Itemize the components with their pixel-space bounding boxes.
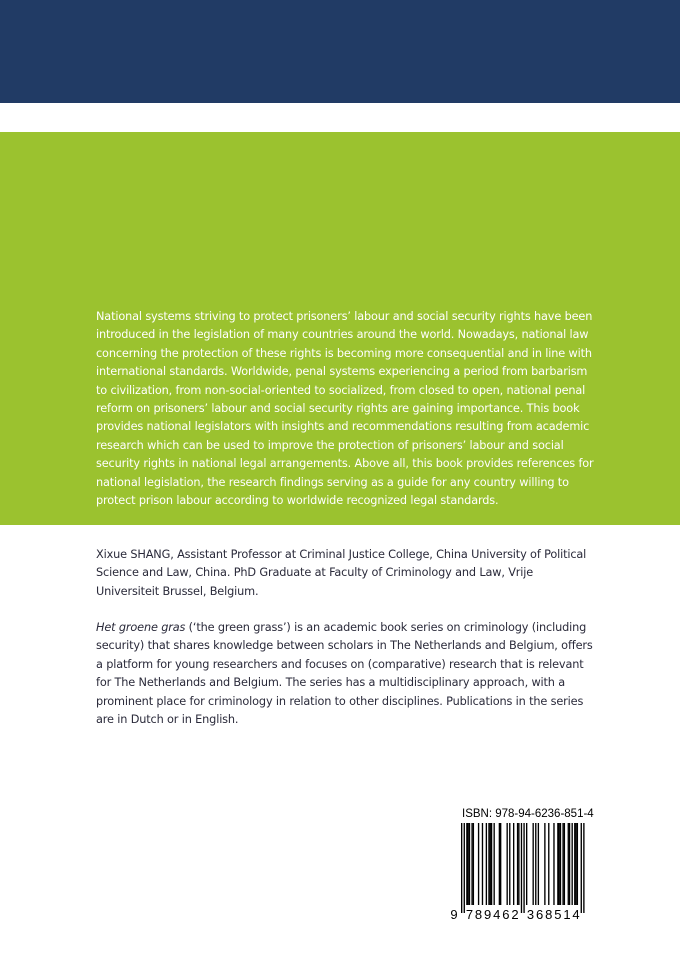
barcode-bar xyxy=(482,823,483,905)
barcode-bar xyxy=(500,823,501,905)
series-description xyxy=(96,619,596,729)
barcode-digit: 9 xyxy=(450,907,458,922)
barcode-digit: 6 xyxy=(536,907,544,922)
barcode-digit: 4 xyxy=(572,907,580,922)
barcode-bar xyxy=(523,823,524,913)
barcode-bar xyxy=(486,823,487,905)
barcode-bar xyxy=(544,823,545,905)
barcode-bar xyxy=(499,823,500,905)
barcode-bar xyxy=(471,823,472,905)
barcode-bar xyxy=(461,823,462,913)
barcode-bar xyxy=(577,823,578,905)
barcode-bar xyxy=(490,823,491,905)
barcode-digit: 3 xyxy=(526,907,535,922)
barcode-bar xyxy=(469,823,470,905)
barcode-bar xyxy=(473,823,474,905)
barcode-digit: 2 xyxy=(511,907,519,922)
barcode-bar xyxy=(564,823,565,905)
barcode-bar xyxy=(507,823,508,905)
barcode-bar xyxy=(560,823,561,905)
barcode-bar xyxy=(562,823,563,905)
barcode-digit: 8 xyxy=(545,907,553,922)
barcode-bar xyxy=(526,823,527,905)
barcode-bar xyxy=(509,823,510,905)
barcode-bar xyxy=(572,823,573,905)
barcode-digit: 9 xyxy=(484,907,492,922)
barcode-bar xyxy=(491,823,492,905)
barcode-digit: 8 xyxy=(474,907,483,922)
barcode-bar xyxy=(494,823,495,905)
barcode-bar xyxy=(468,823,469,905)
barcode-bar xyxy=(559,823,560,905)
barcode-bar xyxy=(464,823,465,913)
barcode-bar xyxy=(553,823,554,905)
barcode-bar xyxy=(535,823,536,905)
barcode-bar xyxy=(517,823,518,905)
barcode-bar xyxy=(478,823,479,905)
barcode-bar xyxy=(557,823,558,905)
barcode-digit: 7 xyxy=(465,907,474,922)
barcode-bar xyxy=(466,823,467,905)
top-navy-band xyxy=(0,0,680,103)
barcode-digit: 4 xyxy=(493,907,501,922)
series-text: (‘the green grass’) is an academic book series on criminology (including security) that shares knowledge between scholars in The Netherlands and Belgium, offers a platform for young researchers and focuses on (comparative) research that is relevant for The Netherlands and Belgium. The series has a multidisciplinary approach, with a prominent place for criminology in relation to other disciplines. Publications in the series are in Dutch or in English. xyxy=(96,621,593,727)
barcode-bar xyxy=(518,823,519,905)
barcode-bar xyxy=(538,823,539,905)
barcode-digit: 6 xyxy=(502,907,510,922)
barcode-bar xyxy=(568,823,569,905)
author-bio: Xixue SHANG, Assistant Professor at Criminal Justice College, China University of Political Science and Law, China. PhD Graduate at Faculty of Criminology and Law, Vrije Universiteit Brussel, Belgium. xyxy=(96,548,587,598)
barcode-bar xyxy=(513,823,514,905)
barcode-bar xyxy=(575,823,576,905)
barcode-digit: 1 xyxy=(563,907,571,922)
book-blurb: National systems striving to protect prisoners’ labour and social security rights have been introduced in the legislation of many countries around the world. Nowadays, national law concerning the protection of these rights is becoming more consequential and in line with international standards. Worldwide, penal systems experiencing a period from barbarism to civilization, from non-social-oriented to socialized, from closed to open, national penal reform on prisoners’ labour and social security rights are gaining importance. This book provides national legislators with insights and recommendations resulting from academic research which can be used to improve the protection of prisoners’ labour and social security rights in national legal arrangements. Above all, this book provides references for national legislation, the research findings serving as a guide for any country willing to protect prison labour according to worldwide recognized legal standards. xyxy=(96,310,594,508)
barcode-bar xyxy=(574,823,575,905)
isbn-label: ISBN: 978-94-6236-851-4 xyxy=(462,808,594,820)
barcode-bar xyxy=(581,823,582,913)
barcode-digit: 5 xyxy=(554,907,562,922)
barcode-bar xyxy=(488,823,489,905)
barcode-bar xyxy=(521,823,522,913)
series-name: Het groene gras xyxy=(96,621,186,634)
barcode-bar xyxy=(533,823,534,905)
barcode-bar xyxy=(548,823,549,905)
barcode-bar xyxy=(569,823,570,905)
isbn-barcode xyxy=(448,823,593,923)
barcode-bar xyxy=(583,823,584,913)
